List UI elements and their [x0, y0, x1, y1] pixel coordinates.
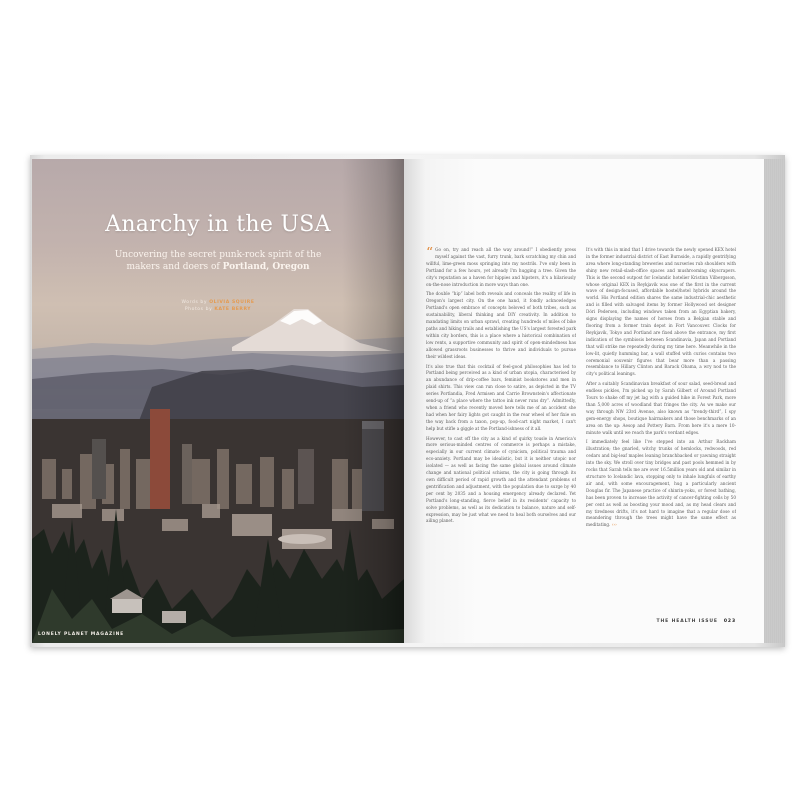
photos-credit-label: Photos by	[184, 307, 213, 312]
words-credit-label: Words by	[181, 300, 208, 305]
words-credit	[32, 299, 404, 306]
paragraph: It's with this in mind that I drive towards the newly opened KEX hotel in the former industrial district of East Burnside, a rapidly gentrifying area where long-standing breweries and nurseries rub shoulders with shiny new retail-slash-office spaces and mushrooming skyscrapers. This is the second outpost for Icelandic hotelier Kristinn Vilbergsson, whose original KEX in Reykjavik was one of the first in the current wave of design-focused, affordable hostel/hotel hybrids around the world. His Portland edition shares the same industrial-chic aesthetic and is filled with salvaged items by former Hollywood set designer Dóri Pedersen, including windows taken from an Egyptian bakery, signs displaying the names of horses from a Belgian stable and flooring from a former train depot in Fort Vancouver. Clocks for Reykjavik, Tokyo and Portland are fixed above the entrance, my first indication of the symbiosis between Scandinavia, Japan and Portland that will strike me repeatedly during my time here. Meanwhile in the low-lit, quietly humming bar, a wall stuffed with curios contains two ceremonial souvenir figures that bear more than a passing resemblance to Hillary Clinton and Barack Obama, a wry nod to the city's political leanings.	[586, 247, 736, 377]
right-page-text	[404, 159, 764, 643]
paragraph: After a suitably Scandinavian breakfast of sour salad, seed-bread and endless pickles, I'm picked up by Sarah Gilbert of Around Portland Tours to shake off my jet lag with a guided hike in Forest Park, more than 5,000 acres of woodland that fringes the city. As we make our way through NW 23rd Avenue, also known as “trendy-third”, I spy gem-energy shops, boutique hairmakers and those benchmarks of an area on the up: Aesop and Pottery Barn. From here it's a mere 10-minute walk until we reach the park's verdant edges.	[586, 381, 736, 435]
left-page-footer: LONELY PLANET MAGAZINE	[38, 632, 125, 637]
continue-mark: ›››	[611, 522, 617, 528]
paragraph: The double “hip” label both reveals and conceals the reality of life in Oregon's largest city. On the one hand, it fondly acknowledges Portland's open embrace of concepts beloved of both tribes, such as sustainability, liberal thinking and DIY creativity. In addition to mandating limits on urban sprawl, creating hundreds of miles of bike paths and hiking trails and establishing the US's largest forested park within city borders, this is a place where a historical combination of low rents, a supportive community and spirit of open-mindedness has allowed grassroots businesses to thrive and individuals to pursue their wildest ideas.	[426, 291, 576, 359]
photos-credit-name: KATE BERRY	[214, 307, 252, 312]
article-credits	[32, 299, 404, 313]
text-column-2	[586, 247, 736, 617]
paragraph-text: Go on, try and reach all the way around!” I obediently press myself against the vast, furry trunk, bark scratching my chin and willful, lime-green moss springing into my nostrils. I've only been in Portland for a few hours, yet already I'm hugging a tree. Given the city's reputation as a haven for hippies and hipsters, it's a hilariously on-the-nose introduction in more ways than one.	[426, 247, 576, 287]
photos-credit	[32, 306, 404, 313]
left-page-photo	[32, 159, 404, 643]
words-credit-name: OLIVIA SQUIRE	[209, 300, 255, 305]
drop-cap: “	[426, 247, 434, 261]
article-subtitle	[108, 249, 328, 273]
article-title: Anarchy in the USA	[105, 212, 331, 237]
paragraph	[426, 247, 576, 288]
paragraph: However, to cast off the city as a kind of quirky tousle in America's more serious-minded centres of commerce is perhaps a mistake, especially in our current climate of cynicism, political trauma and eco-anxiety. Portland may be idealistic, but it is neither utopic nor isolated — as well as facing the same global issues around climate change and national political schisms, the city is going through its own difficult period of rapid growth and the attendant problems of gentrification and adjustment, with the population due to surge by 40 per cent by 2035 and a housing emergency already declared. Yet Portland's long-standing, fierce belief in its residents' capacity to solve problems, as well as its dedication to balance, nature and self-expression, may be just what we need to heal both ourselves and our ailing planet.	[426, 435, 576, 524]
magazine-spread	[30, 155, 785, 650]
paragraph	[586, 439, 736, 529]
issue-label: THE HEALTH ISSUE	[656, 619, 718, 624]
text-column-1	[426, 247, 576, 617]
page-edges	[764, 159, 785, 643]
right-page-footer	[657, 619, 737, 624]
paragraph-text: I immediately feel like I've stepped into an Arthur Rackham illustration; the gnarled, witchy trunks of hemlocks, redwoods, red cedars and big-leaf maples leaning branchbacked or yawning straight into the sky. We stroll over tiny bridges and past pools hemmed in by rocks that Sarah tells me are over 16.5million years old and similar in structure to Icelandic lava, stopping only to inhale lungfuls of earthy air and, with some encouragement, hug a particularly ancient Douglas fir. The Japanese practice of shinrin-yoku, or forest bathing, has been proven to increase the activity of cancer-fighting cells by 50 per cent as well as boosting your mood and, as my head clears and my tiredness drifts, it's not hard to imagine that a regular dose of meandering through the trees might have the same effect as meditating.	[586, 439, 736, 528]
paragraph: It's also true that this cocktail of feel-good philosophies has led to Portland being perceived as a kind of urban utopia, characterised by an abundance of drip-coffee bars, feminist bookstores and men in plaid shirts. This view can run close to satire, as depicted in the TV series Portlandia, Fred Armisen and Carrie Brownstein's affectionate send-up of “a place where the tattoo ink never runs dry”. Admittedly, when a friend who recently moved here tells me of an accident she had when her fairy lights got caught in the rear wheel of her fixie on the way back from a taxon, pop-up, food-cart night market, I can't help but stifle a giggle at the Portland-ishness of it all.	[426, 363, 576, 431]
page-number: 023	[723, 619, 736, 624]
subtitle-text: Uncovering the secret punk-rock spirit of the makers and doers of	[114, 250, 322, 272]
subtitle-location: Portland, Oregon	[222, 262, 310, 272]
